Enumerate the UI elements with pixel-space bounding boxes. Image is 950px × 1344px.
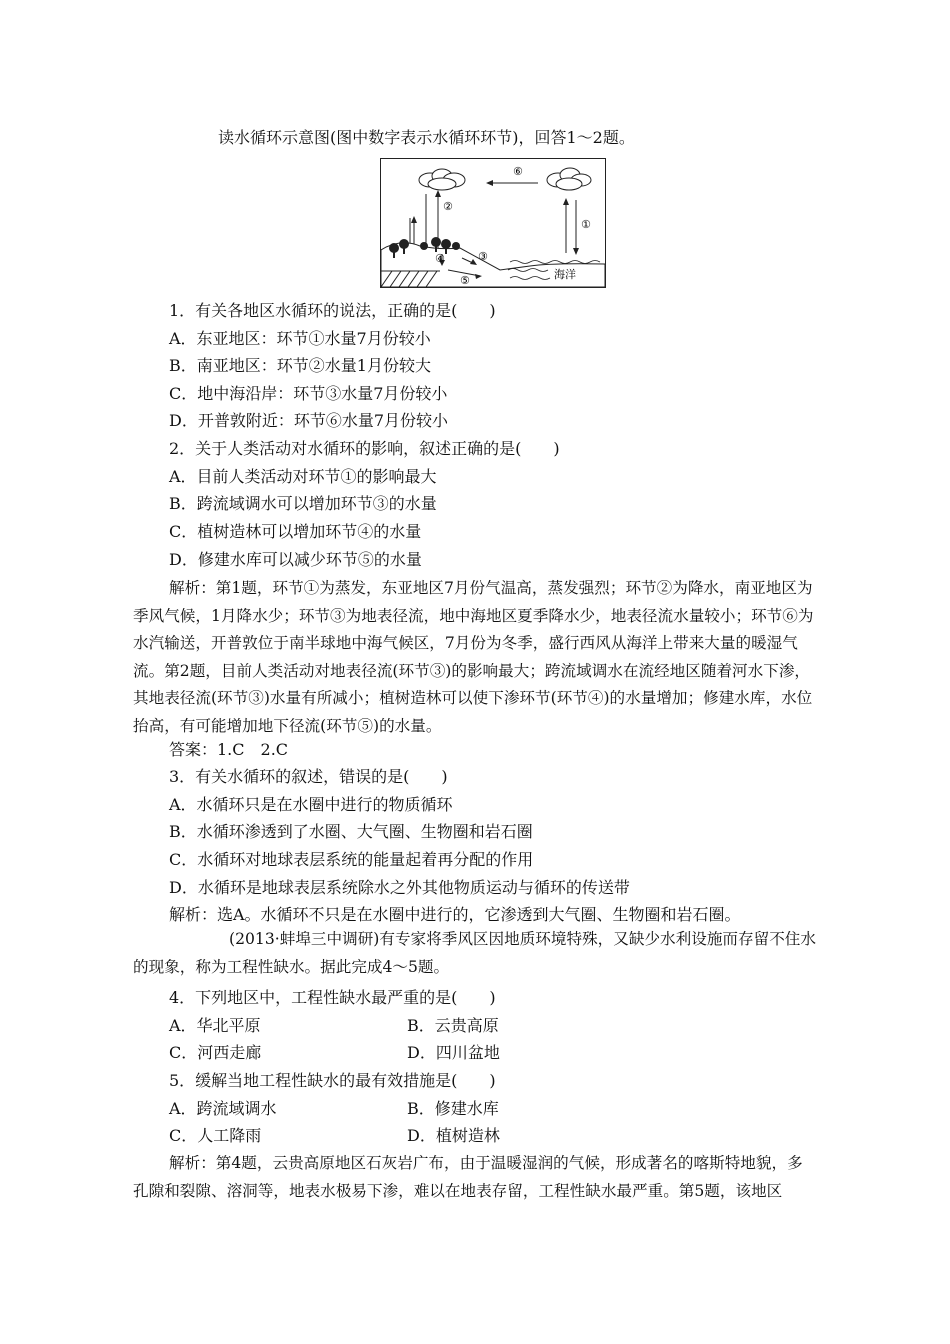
label-6: ⑥ — [513, 165, 523, 178]
label-4: ④ — [435, 252, 445, 265]
q1-option-c: C．地中海沿岸：环节③水量7月份较小 — [169, 384, 448, 403]
label-1: ① — [581, 218, 591, 231]
water-cycle-diagram — [380, 158, 606, 288]
analysis-3: 解析：选A。水循环不只是在水圈中进行的，它渗透到大气圈、生物圈和岩石圈。 — [169, 905, 741, 924]
label-5: ⑤ — [460, 274, 470, 287]
q2-option-a: A．目前人类活动对环节①的影响最大 — [169, 467, 437, 486]
label-3: ③ — [478, 250, 488, 263]
q2-option-c: C．植树造林可以增加环节④的水量 — [169, 522, 422, 541]
label-2: ② — [443, 200, 453, 213]
q4-option-d: D．四川盆地 — [407, 1043, 500, 1062]
analysis-4-5: 解析：第4题，云贵高原地区石灰岩广布，由于温暖湿润的气候，形成著名的喀斯特地貌，多孔隙和裂隙、溶洞等，地表水极易下渗，难以在地表存留，工程性缺水最严重。第5题，该地区 — [133, 1154, 803, 1200]
q3-option-c: C．水循环对地球表层系统的能量起着再分配的作用 — [169, 850, 534, 869]
q5-option-c: C．人工降雨 — [169, 1126, 262, 1145]
intro-text: 读水循环示意图(图中数字表示水循环环节)，回答1～2题。 — [218, 128, 635, 147]
q1-option-a: A．东亚地区：环节①水量7月份较小 — [169, 329, 431, 348]
q3-option-a: A．水循环只是在水圈中进行的物质循环 — [169, 795, 453, 814]
q2-stem: 2．关于人类活动对水循环的影响，叙述正确的是( ) — [169, 439, 560, 458]
q4-option-a: A．华北平原 — [169, 1016, 261, 1035]
q2-option-d: D．修建水库可以减少环节⑤的水量 — [169, 550, 422, 569]
analysis-1-2: 解析：第1题，环节①为蒸发，东亚地区7月份气温高，蒸发强烈；环节②为降水，南亚地区为季风气候，1月降水少；环节③为地表径流，地中海地区夏季降水少，地表径流水量较小；环节⑥为水汽输送，开普敦位于南半球地中海气候区，7月份为冬季，盛行西风从海洋上带来大量的暖湿气流。第2题，目前人类活动对地表径流(环节③)的影响最大；跨流域调水在流经地区随着河水下渗，其地表径流(环节③)水量有所减小；植树造林可以使下渗环节(环节④)的水量增加；修建水库，水位抬高，有可能增加地下径流(环节⑤)的水量。 — [133, 579, 814, 735]
q5-stem: 5．缓解当地工程性缺水的最有效措施是( ) — [169, 1071, 496, 1090]
q2-option-b: B．跨流域调水可以增加环节③的水量 — [169, 494, 437, 513]
q4-stem: 4．下列地区中，工程性缺水最严重的是( ) — [169, 988, 496, 1007]
q4-option-b: B．云贵高原 — [407, 1016, 499, 1035]
q3-stem: 3．有关水循环的叙述，错误的是( ) — [169, 767, 448, 786]
q5-option-d: D．植树造林 — [407, 1126, 500, 1145]
context-4-5: (2013·蚌埠三中调研)有专家将季风区因地质环境特殊，又缺少水利设施而存留不住水的现象，称为工程性缺水。据此完成4～5题。 — [133, 930, 816, 976]
q4-option-c: C．河西走廊 — [169, 1043, 262, 1062]
q5-option-b: B．修建水库 — [407, 1099, 499, 1118]
q5-option-a: A．跨流域调水 — [169, 1099, 277, 1118]
ocean-label: 海洋 — [554, 268, 576, 281]
q1-option-b: B．南亚地区：环节②水量1月份较大 — [169, 356, 431, 375]
q3-option-d: D．水循环是地球表层系统除水之外其他物质运动与循环的传送带 — [169, 878, 630, 897]
q1-option-d: D．开普敦附近：环节⑥水量7月份较小 — [169, 411, 449, 430]
q3-option-b: B．水循环渗透到了水圈、大气圈、生物圈和岩石圈 — [169, 822, 533, 841]
answer-1-2: 答案：1.C 2.C — [169, 740, 289, 759]
q1-stem: 1．有关各地区水循环的说法，正确的是( ) — [169, 301, 496, 320]
